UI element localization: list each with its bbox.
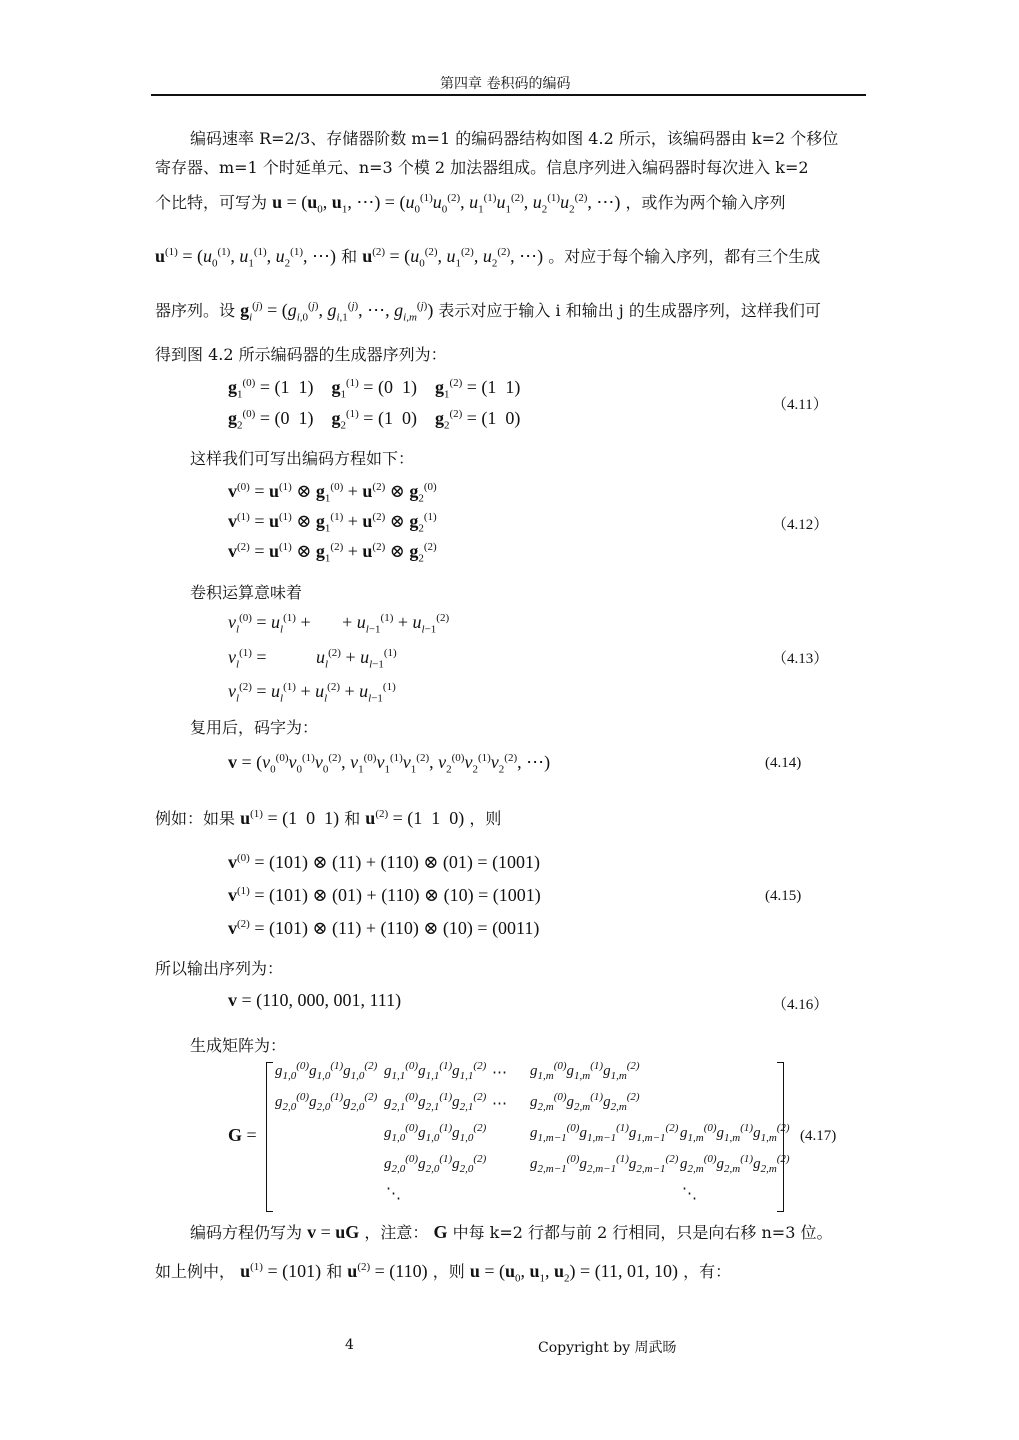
matrix-r1-c3: $g_{1,m}^{(0)}g_{1,m}^{(1)}g_{1,m}^{(2)}$ (530, 1060, 640, 1082)
para1-line4-b: 。对应于每个输入序列，都有三个生成 (548, 247, 821, 266)
matrix-r3-c3: $g_{1,m-1}^{(0)}g_{1,m-1}^{(1)}g_{1,m-1}^{(2)}$ (530, 1122, 679, 1144)
final2-a: 如上例中， (155, 1262, 236, 1281)
matrix-r3-c4: $g_{1,m}^{(0)}g_{1,m}^{(1)}g_{1,m}^{(2)}$ (680, 1122, 790, 1144)
eq-number-4-11: （4.11） (772, 397, 828, 413)
eq-number-4-15: (4.15) (765, 888, 802, 904)
final1-c: 中每 k=2 行都与前 2 行相同，只是向右移 n=3 位。 (452, 1223, 833, 1242)
eq-4-12-row3: $v^{(2)} = u^{(1)}$ ⊗ $g_1^{(2)} + u^{(2)}$ ⊗ $g_2^{(2)}$ (228, 541, 437, 565)
matrix-r2-c2: $g_{2,1}^{(0)}g_{2,1}^{(1)}g_{2,1}^{(2)}$ (384, 1091, 487, 1113)
para1-line3-a: 个比特，可写为 (155, 193, 268, 212)
matrix-G-label: G = (228, 1125, 257, 1145)
final-u-formula: $u = (u_0$, $u_1$, $u_2) = (11$, 01, 10) (469, 1261, 679, 1285)
final-u1: $u^{(1)} = (101)$ (240, 1261, 322, 1281)
para1-line2: 寄存器、m=1 个时延单元、n=3 个模 2 加法器组成。信息序列进入编码器时每次进入 k=2 (155, 158, 809, 177)
eq-4-13-row1: $v_l^{(0)} = u_l^{(1)}$ + + $u_{l-1}^{(1)} + u_{l-1}^{(2)}$ (228, 612, 450, 636)
final2-d: ，有： (683, 1262, 732, 1281)
final-u2: $u^{(2)} = (110)$ (347, 1261, 428, 1281)
copyright: Copyright by 周武旸 (538, 1340, 677, 1356)
eq-number-4-16: （4.16） (772, 997, 829, 1013)
example-u1: $u^{(1)} = (1$ 0 1) (240, 808, 340, 828)
eq-number-4-12: （4.12） (772, 517, 829, 533)
v-eq-uG: v = uG (307, 1222, 360, 1242)
final-line2 (155, 1259, 732, 1285)
para1-line3-b: ，或作为两个输入序列 (625, 193, 786, 212)
eq-4-15-row3: $v^{(2)} = (101)$ ⊗ (11) + (110) ⊗ (10) = (0011) (228, 918, 540, 938)
label-after-mux: 复用后，码字为： (190, 718, 319, 737)
matrix-r4-c2: $g_{2,0}^{(0)}g_{2,0}^{(1)}g_{2,0}^{(2)}$ (384, 1153, 487, 1175)
para1-line5-a: 器序列。设 (155, 301, 236, 320)
eq-4-14: $v = (v_0^{(0)}v_0^{(1)}v_0^{(2)}$, $v_1^{(0)}v_1^{(1)}v_1^{(2)}$, $v_2^{(0)}v_2^{(1)}v_2^{(2)}$, ⋯) (228, 752, 551, 776)
para1-line6: 得到图 4.2 所示编码器的生成器序列为： (155, 345, 447, 364)
final-line1 (190, 1220, 832, 1243)
eq-4-15-row1: $v^{(0)} = (101)$ ⊗ (11) + (110) ⊗ (01) = (1001) (228, 852, 541, 872)
eq-4-13-row3: $v_l^{(2)} = u_l^{(1)} + u_l^{(2)} + u_{l-1}^{(1)}$ (228, 681, 396, 705)
label-output-seq: 所以输出序列为： (155, 959, 284, 978)
header-rule (151, 94, 866, 96)
example-u2: $u^{(2)} = (1$ 1 0) (365, 808, 465, 828)
final2-c: ，则 (432, 1262, 465, 1281)
matrix-r3-c2: $g_{1,0}^{(0)}g_{1,0}^{(1)}g_{1,0}^{(2)}$ (384, 1122, 487, 1144)
label-encode-eq: 这样我们可写出编码方程如下： (190, 449, 415, 468)
para1-line4-a: 和 (341, 247, 358, 266)
para1-line5-b: 表示对应于输入 i 和输出 j 的生成器序列，这样我们可 (438, 301, 821, 320)
label-gen-matrix: 生成矩阵为： (190, 1036, 287, 1055)
generator-definition-formula: $g_i^{(j)} = (g_{i,0}^{(j)}$, $g_{i,1}^{(j)}$, ⋯, $g_{i,m}^{(j)}$) (240, 300, 434, 324)
eq-4-11-row1: $g_1^{(0)} = (1$ 1) $g_1^{(1)} = (0$ 1) $g_1^{(2)} = (1$ 1) (228, 377, 521, 401)
eq-4-16: v = (110, 000, 001, 111) (228, 990, 402, 1010)
page-number: 4 (345, 1337, 354, 1353)
para1-line3 (155, 190, 786, 216)
eq-4-15-row2: $v^{(1)} = (101)$ ⊗ (01) + (110) ⊗ (10) = (1001) (228, 885, 541, 905)
eq-number-4-17: (4.17) (800, 1128, 837, 1144)
para1-line4 (155, 244, 821, 270)
matrix-left-bracket (266, 1062, 273, 1212)
matrix-r4-c3: $g_{2,m-1}^{(0)}g_{2,m-1}^{(1)}g_{2,m-1}^{(2)}$ (530, 1153, 679, 1175)
eq-4-13-row2: $v_l^{(1)}$ = $u_l^{(2)} + u_{l-1}^{(1)}$ (228, 647, 397, 671)
example-b: 和 (344, 809, 361, 828)
matrix-r1-c2: $g_{1,1}^{(0)}g_{1,1}^{(1)}g_{1,1}^{(2)}$ (384, 1060, 487, 1082)
matrix-r2-dots: ⋯ (492, 1096, 507, 1112)
eq-number-4-14: (4.14) (765, 755, 802, 771)
matrix-r2-c3: $g_{2,m}^{(0)}g_{2,m}^{(1)}g_{2,m}^{(2)}$ (530, 1091, 640, 1113)
eq-number-4-13: （4.13） (772, 651, 829, 667)
eq-4-12-row1: $v^{(0)} = u^{(1)}$ ⊗ $g_1^{(0)} + u^{(2)}$ ⊗ $g_2^{(0)}$ (228, 481, 437, 505)
eq-4-12-row2: $v^{(1)} = u^{(1)}$ ⊗ $g_1^{(1)} + u^{(2)}$ ⊗ $g_2^{(1)}$ (228, 511, 437, 535)
final2-b: 和 (326, 1262, 343, 1281)
matrix-r4-c4: $g_{2,m}^{(0)}g_{2,m}^{(1)}g_{2,m}^{(2)}$ (680, 1153, 790, 1175)
matrix-r1-c1: $g_{1,0}^{(0)}g_{1,0}^{(1)}g_{1,0}^{(2)}$ (275, 1060, 378, 1082)
para1-line5 (155, 298, 821, 324)
matrix-r1-dots: ⋯ (492, 1065, 507, 1081)
final1-b: ，注意： (364, 1223, 429, 1242)
example-c: ，则 (469, 809, 502, 828)
label-conv-means: 卷积运算意味着 (190, 583, 303, 602)
example-line (155, 806, 501, 829)
page-header: 第四章 卷积码的编码 (440, 76, 571, 92)
G-symbol: G (433, 1222, 448, 1242)
eq-4-11-row2: $g_2^{(0)} = (0$ 1) $g_2^{(1)} = (1$ 0) $g_2^{(2)} = (1$ 0) (228, 408, 521, 432)
matrix-r5-ddots-1: ⋱ (386, 1186, 401, 1202)
final1-a: 编码方程仍写为 (190, 1223, 303, 1242)
u2-sequence-formula: $u^{(2)} = (u_0^{(2)}$, $u_1^{(2)}$, $u_2^{(2)}$, ⋯) (362, 246, 544, 270)
u1-sequence-formula: $u^{(1)} = (u_0^{(1)}$, $u_1^{(1)}$, $u_2^{(1)}$, ⋯) (155, 246, 336, 270)
matrix-r5-ddots-2: ⋱ (682, 1186, 697, 1202)
example-a: 例如：如果 (155, 809, 236, 828)
matrix-r2-c1: $g_{2,0}^{(0)}g_{2,0}^{(1)}g_{2,0}^{(2)}$ (275, 1091, 378, 1113)
para1-line1: 编码速率 R=2/3、存储器阶数 m=1 的编码器结构如图 4.2 所示，该编码器由 k=2 个移位 (190, 129, 839, 148)
u-sequence-formula: $u = (u_0$, $u_1$, ⋯) = ($u_0^{(1)}u_0^{(2)}$, $u_1^{(1)}u_1^{(2)}$, $u_2^{(1)}u_2^{(2)}$, ⋯) (272, 192, 621, 216)
